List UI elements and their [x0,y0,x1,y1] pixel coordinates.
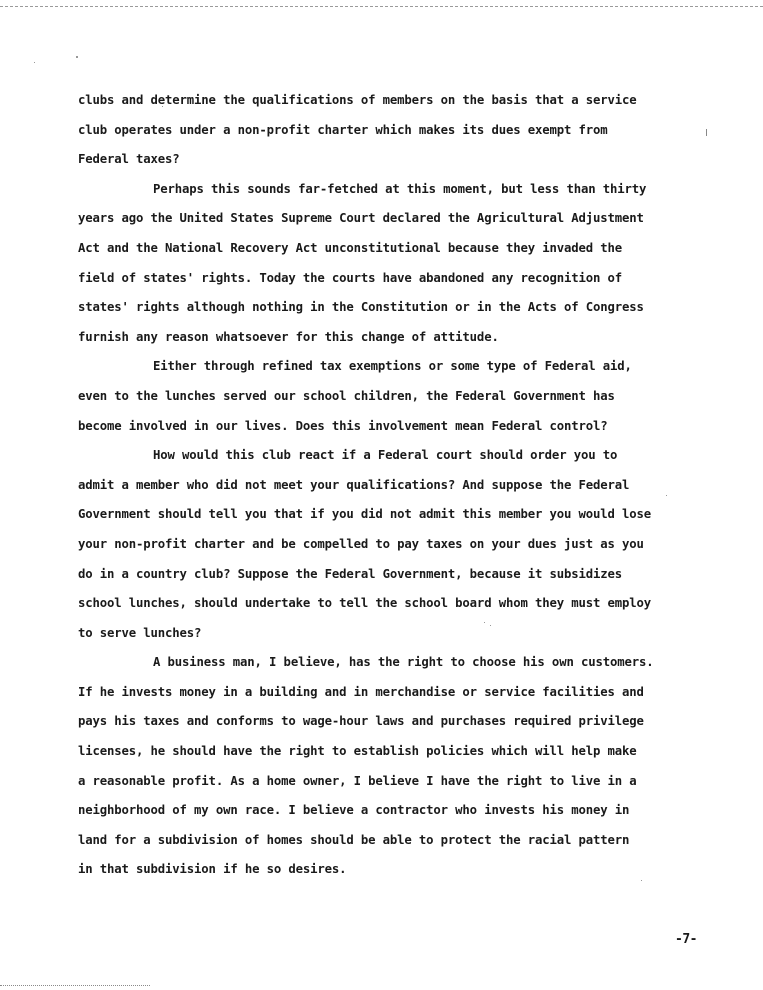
text-line: Government should tell you that if you did not admit this member you would lose [78,507,652,522]
text-line: years ago the United States Supreme Court declared the Agricultural Adjustment [78,211,644,226]
scan-mark [706,129,707,136]
text-line: in that subdivision if he so desires. [78,862,347,877]
text-line: a reasonable profit. As a home owner, I believe I have the right to live in a [78,773,637,788]
paragraph-first-line: Perhaps this sounds far-fetched at this moment, but less than thirty [153,181,647,196]
text-line: even to the lunches served our school children, the Federal Government has [78,388,615,403]
document-body [78,86,678,885]
text-line: school lunches, should undertake to tell the school board whom they must employ [78,596,652,611]
text-line: states' rights although nothing in the Constitution or in the Acts of Congress [78,300,644,315]
paragraph-first-line: Either through refined tax exemptions or some type of Federal aid, [153,359,632,374]
text-line: club operates under a non-profit charter which makes its dues exempt from [78,122,608,137]
text-line: admit a member who did not meet your qualifications? And suppose the Federal [78,477,630,492]
text-line: to serve lunches? [78,625,202,640]
text-line: neighborhood of my own race. I believe a contractor who invests his money in [78,803,630,818]
text-line: If he invests money in a building and in merchandise or service facilities and [78,684,644,699]
paragraph-first-line: A business man, I believe, has the right to choose his own customers. [153,655,654,670]
text-line: do in a country club? Suppose the Federal Government, because it subsidizes [78,566,623,581]
text-line: field of states' rights. Today the courts have abandoned any recognition of [78,270,623,285]
scan-speck [76,56,78,58]
text-line: become involved in our lives. Does this involvement mean Federal control? [78,418,608,433]
top-scan-edge [0,6,763,7]
paragraph-first-line: How would this club react if a Federal court should order you to [153,448,618,463]
bottom-scan-edge [0,985,150,986]
text-line: Federal taxes? [78,152,180,167]
text-line: land for a subdivision of homes should be able to protect the racial pattern [78,832,630,847]
page-number: -7- [675,932,697,947]
text-line: pays his taxes and conforms to wage-hour laws and purchases required privilege [78,714,644,729]
text-line: clubs and determine the qualifications of members on the basis that a service [78,93,637,107]
text-line: Act and the National Recovery Act unconstitutional because they invaded the [78,240,623,255]
text-line: furnish any reason whatsoever for this change of attitude. [78,329,499,344]
scan-speck [34,62,35,63]
text-line: your non-profit charter and be compelled to pay taxes on your dues just as you [78,536,644,551]
text-line: licenses, he should have the right to establish policies which will help make [78,744,637,759]
